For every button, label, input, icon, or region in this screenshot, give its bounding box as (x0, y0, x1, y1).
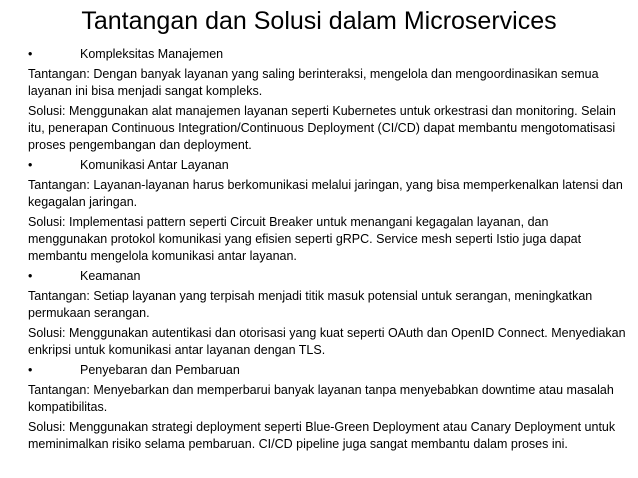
challenge-text: Tantangan: Menyebarkan dan memperbarui banyak layanan tanpa menyebabkan downtime atau masalah kompatibilitas. (28, 383, 614, 414)
bullet-penyebaran-dan-pembaruan (28, 362, 628, 379)
bullet-heading: Kompleksitas Manajemen (80, 47, 224, 61)
solution-text: Solusi: Menggunakan alat manajemen layanan seperti Kubernetes untuk orkestrasi dan monitoring. Selain itu, penerapan Continuous Integration/Continuous Deployment (CI/CD) dapat membantu mengotomatisasi proses pengembangan dan deployment. (28, 104, 616, 152)
bullet-komunikasi-antar-layanan (28, 157, 628, 174)
challenge-text: Tantangan: Layanan-layanan harus berkomunikasi melalui jaringan, yang bisa memperkenalkan latensi dan kegagalan jaringan. (28, 178, 623, 209)
bullet-keamanan (28, 268, 628, 285)
slide-title: Tantangan dan Solusi dalam Microservices (81, 7, 557, 35)
solution-text: Solusi: Menggunakan strategi deployment seperti Blue-Green Deployment atau Canary Deployment untuk meminimalkan risiko selama pembaruan. CI/CD pipeline juga sangat membantu dalam proses ini. (28, 420, 616, 451)
bullet-icon: • (28, 269, 33, 283)
bullet-kompleksitas-manajemen (28, 46, 628, 63)
bullet-heading: Komunikasi Antar Layanan (80, 158, 229, 172)
challenge-text: Tantangan: Setiap layanan yang terpisah menjadi titik masuk potensial untuk serangan, meningkatkan permukaan serangan. (28, 289, 593, 320)
slide-content (28, 46, 628, 456)
bullet-heading: Keamanan (80, 269, 141, 283)
bullet-heading: Penyebaran dan Pembaruan (80, 363, 240, 377)
bullet-icon: • (28, 363, 33, 377)
solution-text: Solusi: Menggunakan autentikasi dan otorisasi yang kuat seperti OAuth dan OpenID Connect. Menyediakan enkripsi untuk komunikasi antar layanan dengan TLS. (28, 326, 626, 357)
challenge-text: Tantangan: Dengan banyak layanan yang saling berinteraksi, mengelola dan mengoordinasikan semua layanan ini bisa menjadi sangat kompleks. (28, 67, 599, 98)
solution-text: Solusi: Implementasi pattern seperti Circuit Breaker untuk menangani kegagalan layanan, dan menggunakan protokol komunikasi yang efisien seperti gRPC. Service mesh seperti Istio juga dapat membantu mengelola komunikasi antar layanan. (28, 215, 582, 263)
bullet-icon: • (28, 158, 33, 172)
bullet-icon: • (28, 47, 33, 61)
